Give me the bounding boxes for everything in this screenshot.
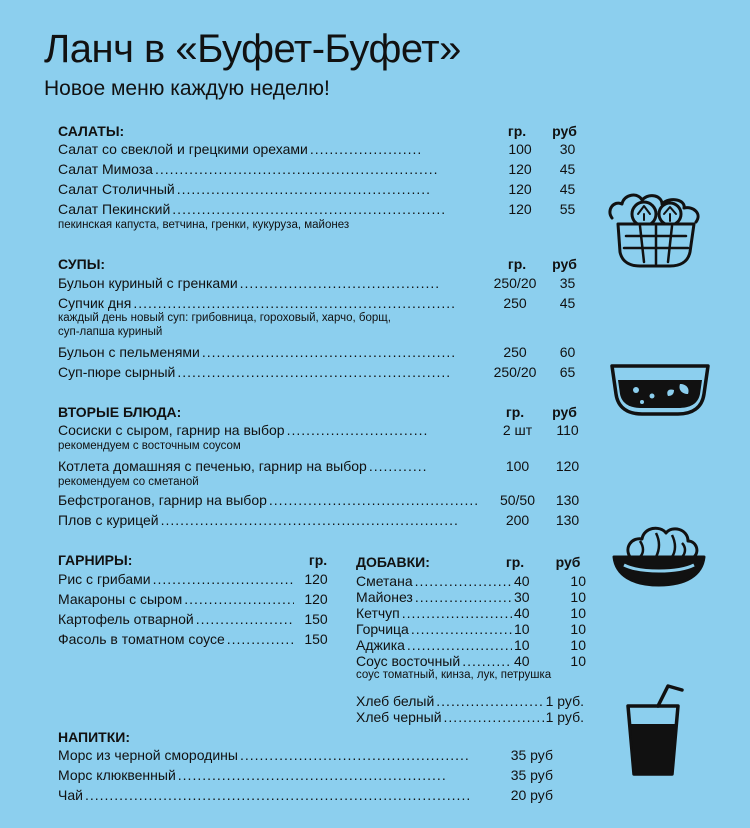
leader-dots bbox=[287, 421, 427, 439]
item-weight: 40 bbox=[514, 573, 530, 589]
menu-item-main-sausages bbox=[58, 421, 590, 439]
leader-dots bbox=[184, 590, 294, 608]
item-weight: 120 bbox=[508, 161, 532, 177]
item-weight: 50/50 bbox=[499, 492, 536, 508]
leader-dots bbox=[177, 363, 449, 381]
item-note: пекинская капуста, ветчина, гренки, кукуруза, майонез bbox=[58, 219, 350, 231]
item-name: Бульон куриный с гренками bbox=[58, 275, 238, 291]
drinks-heading: НАПИТКИ: bbox=[58, 729, 130, 745]
item-price: 65 bbox=[559, 364, 576, 380]
item-price: 10 bbox=[570, 605, 586, 621]
item-price: 60 bbox=[559, 344, 576, 360]
leader-dots bbox=[240, 746, 470, 764]
leader-dots bbox=[227, 630, 294, 648]
item-weight: 250 bbox=[503, 295, 527, 311]
item-price: 10 bbox=[570, 589, 586, 605]
menu-item-side-rice bbox=[58, 570, 336, 588]
item-name: Бефстроганов, гарнир на выбор bbox=[58, 492, 267, 508]
item-price: 120 bbox=[555, 458, 580, 474]
menu-item-salad-beet bbox=[58, 140, 590, 158]
item-weight: 100 bbox=[508, 141, 532, 157]
item-price: 10 bbox=[570, 621, 586, 637]
menu-item-soup-pelmeni bbox=[58, 343, 590, 361]
item-price: 1 руб. bbox=[545, 693, 584, 709]
sides-col-weight: гр. bbox=[308, 552, 328, 568]
leader-dots bbox=[369, 457, 427, 475]
item-weight: 120 bbox=[304, 591, 328, 607]
menu-item-bread-black bbox=[356, 708, 584, 726]
item-price: 45 bbox=[559, 181, 576, 197]
menu-item-side-beans bbox=[58, 630, 336, 648]
item-note: суп-лапша куриный bbox=[58, 326, 163, 338]
sides-heading: ГАРНИРЫ: bbox=[58, 552, 133, 568]
item-name: Аджика bbox=[356, 637, 405, 653]
leader-dots bbox=[240, 274, 438, 292]
item-name: Кетчуп bbox=[356, 605, 400, 621]
leader-dots bbox=[133, 294, 455, 312]
menu-item-side-pasta bbox=[58, 590, 336, 608]
item-name: Сметана bbox=[356, 573, 413, 589]
item-price: 1 руб. bbox=[545, 709, 584, 725]
item-price: 35 руб bbox=[510, 747, 553, 763]
menu-item-soup-of-day bbox=[58, 294, 590, 312]
item-name: Котлета домашняя с печенью, гарнир на выбор bbox=[58, 458, 367, 474]
leader-dots bbox=[161, 511, 457, 529]
item-name: Салат Пекинский bbox=[58, 201, 171, 217]
leader-dots bbox=[202, 343, 454, 361]
item-weight: 250/20 bbox=[493, 275, 537, 291]
item-note: соус томатный, кинза, лук, петрушка bbox=[356, 669, 552, 681]
item-weight: 150 bbox=[304, 611, 328, 627]
item-name: Хлеб белый bbox=[356, 693, 435, 709]
item-name: Горчица bbox=[356, 621, 409, 637]
item-name: Салат со свеклой и грецкими орехами bbox=[58, 141, 308, 157]
soups-heading: СУПЫ: bbox=[58, 256, 106, 272]
item-weight: 250 bbox=[503, 344, 527, 360]
salad-bowl-icon bbox=[600, 190, 712, 272]
item-price: 130 bbox=[555, 512, 580, 528]
menu-item-side-potato bbox=[58, 610, 336, 628]
item-name: Супчик дня bbox=[58, 295, 132, 311]
item-weight: 120 bbox=[508, 201, 532, 217]
item-weight: 30 bbox=[514, 589, 530, 605]
item-weight: 40 bbox=[514, 605, 530, 621]
page-subtitle: Новое меню каждую неделю! bbox=[44, 77, 330, 100]
extras-col-weight: гр. bbox=[505, 554, 525, 570]
item-name: Морс клюквенный bbox=[58, 767, 176, 783]
drink-cup-icon bbox=[622, 684, 690, 778]
salads-heading: САЛАТЫ: bbox=[58, 123, 125, 139]
leader-dots bbox=[178, 766, 446, 784]
item-name: Фасоль в томатном соусе bbox=[58, 631, 225, 647]
item-price: 30 bbox=[559, 141, 576, 157]
menu-item-drink-blackcurrant bbox=[58, 746, 553, 764]
item-weight: 10 bbox=[514, 637, 530, 653]
item-name: Хлеб черный bbox=[356, 709, 442, 725]
item-name: Суп-пюре сырный bbox=[58, 364, 176, 380]
item-price: 35 руб bbox=[510, 767, 553, 783]
item-name: Салат Мимоза bbox=[58, 161, 153, 177]
item-name: Макароны с сыром bbox=[58, 591, 183, 607]
mains-heading: ВТОРЫЕ БЛЮДА: bbox=[58, 404, 182, 420]
menu-item-main-stroganoff bbox=[58, 491, 590, 509]
menu-item-soup-bouillon bbox=[58, 274, 590, 292]
item-note: рекомендуем с восточным соусом bbox=[58, 440, 241, 452]
menu-item-salad-stolichny bbox=[58, 180, 590, 198]
item-price: 130 bbox=[555, 492, 580, 508]
item-price: 110 bbox=[556, 422, 579, 438]
item-name: Картофель отварной bbox=[58, 611, 194, 627]
item-name: Плов с курицей bbox=[58, 512, 159, 528]
item-price: 10 bbox=[570, 573, 586, 589]
leader-dots bbox=[269, 491, 477, 509]
soups-col-price: руб bbox=[552, 256, 577, 272]
item-price: 35 bbox=[559, 275, 576, 291]
soups-col-weight: гр. bbox=[507, 256, 527, 272]
item-weight: 120 bbox=[508, 181, 532, 197]
salads-col-price: руб bbox=[552, 123, 577, 139]
item-price: 10 bbox=[570, 653, 586, 669]
mains-col-weight: гр. bbox=[505, 404, 525, 420]
item-name: Майонез bbox=[356, 589, 413, 605]
leader-dots bbox=[310, 140, 422, 158]
menu-item-main-cutlet bbox=[58, 457, 590, 475]
item-name: Сосиски с сыром, гарнир на выбор bbox=[58, 422, 285, 438]
item-note: рекомендуем со сметаной bbox=[58, 476, 199, 488]
item-price: 10 bbox=[570, 637, 586, 653]
menu-item-main-pilaf bbox=[58, 511, 590, 529]
item-weight: 40 bbox=[514, 653, 530, 669]
item-name: Морс из черной смородины bbox=[58, 747, 238, 763]
menu-item-salad-mimosa bbox=[58, 160, 590, 178]
page-title: Ланч в «Буфет-Буфет» bbox=[44, 27, 461, 71]
item-note: каждый день новый суп: грибовница, гороховый, харчо, борщ, bbox=[58, 312, 391, 324]
item-name: Чай bbox=[58, 787, 83, 803]
menu-item-drink-tea bbox=[58, 786, 553, 804]
item-price: 45 bbox=[559, 295, 576, 311]
menu-item-soup-cheese bbox=[58, 363, 590, 381]
leader-dots bbox=[172, 200, 444, 218]
soup-bowl-icon bbox=[608, 360, 712, 418]
item-name: Бульон с пельменями bbox=[58, 344, 200, 360]
leader-dots bbox=[177, 180, 432, 198]
item-weight: 120 bbox=[304, 571, 328, 587]
item-weight: 200 bbox=[505, 512, 530, 528]
menu-item-salad-pekinsky bbox=[58, 200, 590, 218]
food-bowl-icon bbox=[610, 517, 708, 591]
item-name: Соус восточный bbox=[356, 653, 461, 669]
leader-dots bbox=[155, 160, 437, 178]
item-price: 20 руб bbox=[510, 787, 553, 803]
leader-dots bbox=[444, 708, 544, 726]
mains-col-price: руб bbox=[552, 404, 577, 420]
menu-item-drink-cranberry bbox=[58, 766, 553, 784]
extras-heading: ДОБАВКИ: bbox=[356, 554, 430, 570]
leader-dots bbox=[153, 570, 294, 588]
item-weight: 2 шт bbox=[502, 422, 533, 438]
item-price: 45 bbox=[559, 161, 576, 177]
leader-dots bbox=[85, 786, 470, 804]
extras-col-price: руб bbox=[555, 554, 581, 570]
item-price: 55 bbox=[559, 201, 576, 217]
item-name: Рис с грибами bbox=[58, 571, 151, 587]
item-weight: 100 bbox=[505, 458, 530, 474]
item-weight: 150 bbox=[304, 631, 328, 647]
salads-col-weight: гр. bbox=[507, 123, 527, 139]
item-name: Салат Столичный bbox=[58, 181, 175, 197]
item-weight: 10 bbox=[514, 621, 530, 637]
leader-dots bbox=[196, 610, 294, 628]
item-weight: 250/20 bbox=[493, 364, 537, 380]
